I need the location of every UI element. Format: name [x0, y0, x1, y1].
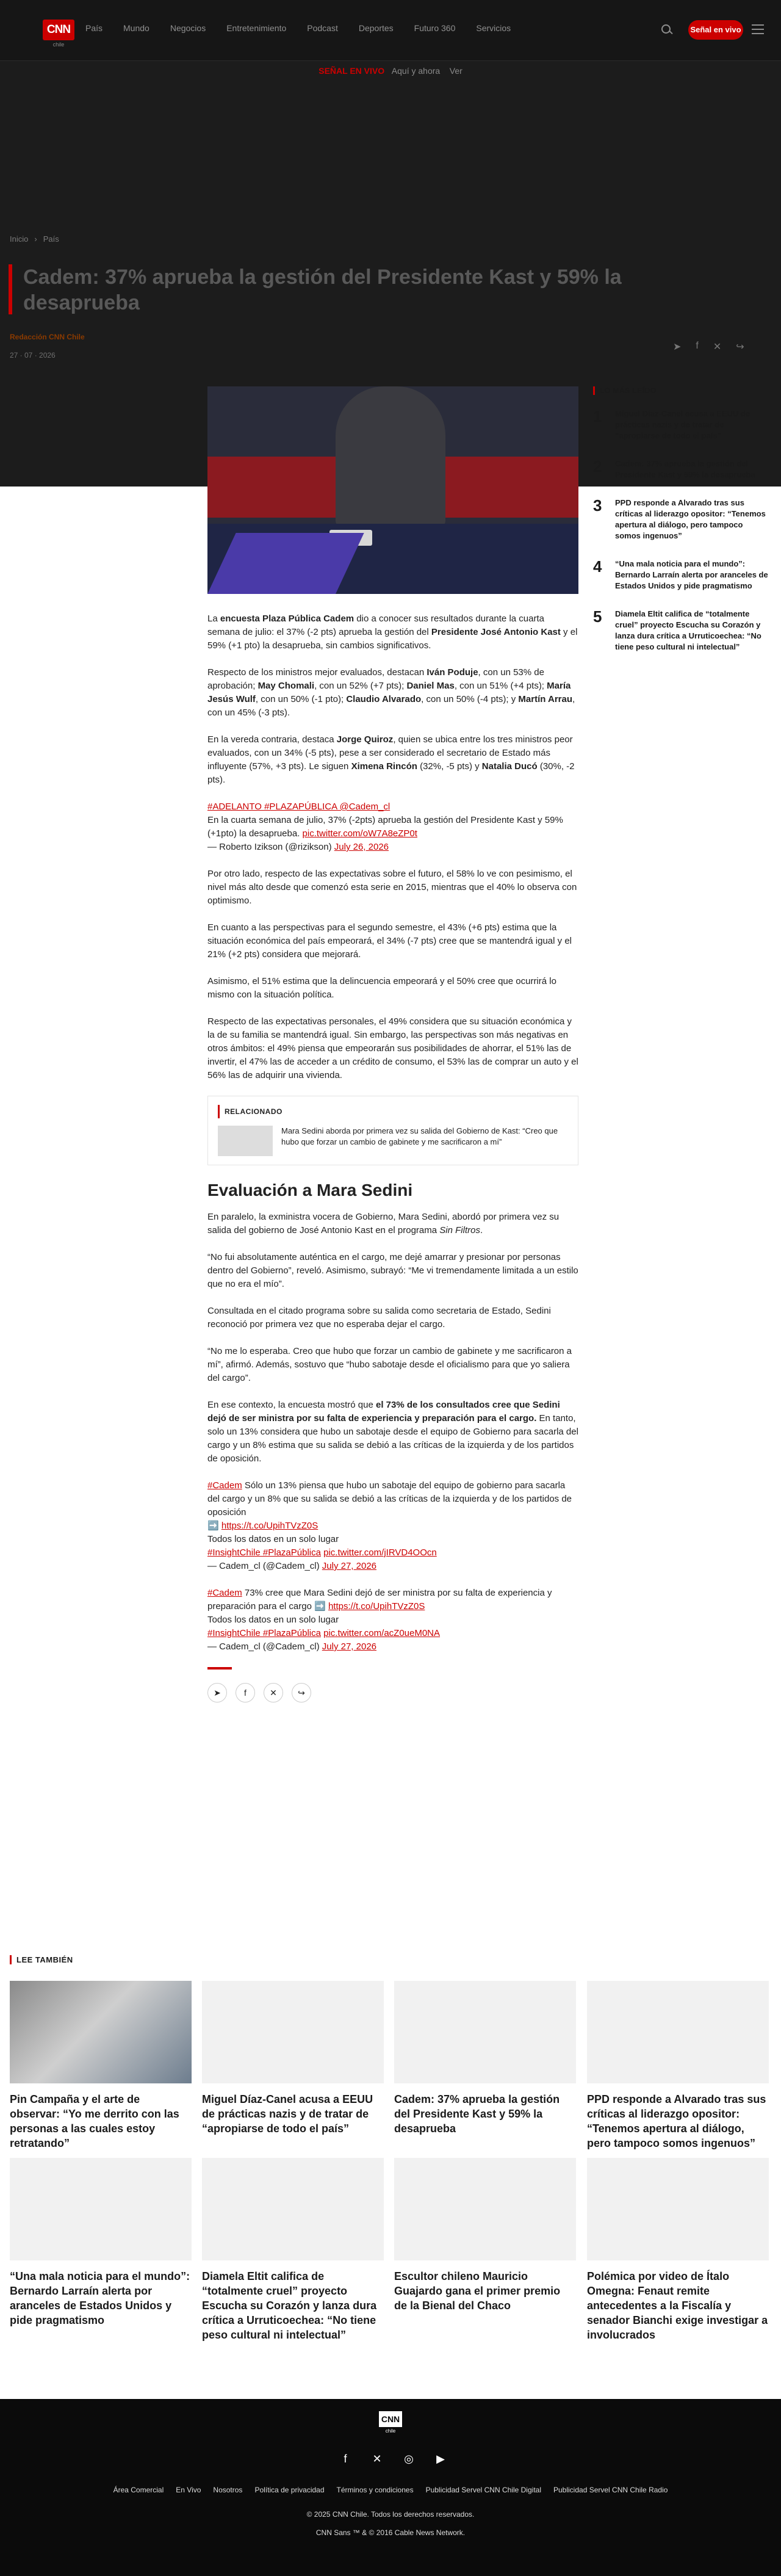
tweet-embed [207, 1479, 578, 1573]
tweet-hashtag[interactable]: #Cadem [207, 1480, 242, 1491]
story-card[interactable] [202, 2158, 384, 2342]
tweet-author: — Cadem_cl (@Cadem_cl) July 27, 2026 [207, 1641, 377, 1652]
story-card[interactable] [587, 2158, 769, 2342]
tweet-link[interactable]: https://t.co/UpihTVzZ0S [221, 1521, 319, 1531]
telegram-share-icon[interactable]: ➤ [673, 342, 682, 352]
related-label: RELACIONADO [218, 1105, 568, 1118]
x-share-icon[interactable]: ✕ [713, 342, 722, 352]
story-thumbnail[interactable] [394, 1981, 576, 2083]
tweet-author: — Roberto Izikson (@rizikson) July 26, 2026 [207, 842, 389, 852]
footer-links [0, 2486, 781, 2494]
story-card[interactable] [587, 1981, 769, 2151]
tweet-hashtags[interactable]: #ADELANTO #PLAZAPÚBLICA @Cadem_cl [207, 801, 390, 812]
footer-link[interactable]: En Vivo [176, 2486, 201, 2494]
facebook-icon[interactable]: f [344, 2453, 347, 2465]
article-body [207, 612, 578, 1702]
tweet-hashtags[interactable]: #InsightChile #PlazaPública [207, 1547, 321, 1558]
tweet-tags-line [207, 1627, 578, 1640]
paragraph: La encuesta Plaza Pública Cadem dio a conocer sus resultados durante la cuarta semana de julio: el 37% (-2 pts) aprueba la gestión del Presidente José Antonio Kast y el 59% (+1 pto) la desaprueba, sin cambios significativos. [207, 613, 578, 651]
nav-item-servicios[interactable]: Servicios [476, 23, 511, 33]
footer-link[interactable]: Política de privacidad [254, 2486, 325, 2494]
tweet-link[interactable]: https://t.co/UpihTVzZ0S [328, 1601, 425, 1612]
tweet-hashtag[interactable]: #Cadem [207, 1588, 242, 1598]
tweet-tags-line [207, 1546, 578, 1560]
title-accent-bar [9, 264, 12, 314]
footer-link[interactable]: Nosotros [213, 2486, 243, 2494]
hamburger-menu-icon[interactable] [752, 24, 764, 34]
footer-link[interactable]: Publicidad Servel CNN Chile Radio [553, 2486, 668, 2494]
tweet-pic-link[interactable]: pic.twitter.com/acZ0ueM0NA [323, 1628, 441, 1638]
tweet-pic-link[interactable]: pic.twitter.com/jIRVD4OOcn [323, 1547, 437, 1558]
breadcrumb-separator: › [34, 234, 37, 244]
paragraph: “No me lo esperaba. Creo que hubo que forzar un cambio de gabinete y me sacrificaron a mí”, afirmó. Además, sostuvo que “hubo sabotaje desde el oficialismo para que yo saliera del cargo”. [207, 1346, 572, 1383]
tweet-text: #Cadem 73% cree que Mara Sedini dejó de ser ministra por su falta de experiencia y preparación para el cargo ➡️ https://t.co/UpihTVzZ0S [207, 1588, 552, 1612]
breadcrumb [10, 234, 59, 244]
sidebar-item[interactable]: 4 “Una mala noticia para el mundo”: Bernardo Larraín alerta por aranceles de Estados Unidos y pide pragmatismo [593, 557, 768, 590]
paragraph: Respecto de las expectativas personales, el 49% considera que su situación económica y la de su familia se mantendrá igual. Sin embargo, las perspectivas son más negativas en otros ámbitos: el 49% piensa que empeorarán sus posibilidades de ahorrar, el 51% las de invertir, el 47% las de acceder a un crédito de consumo, el 53% las de comprar un auto y el 56% las de adquirir una vivienda. [207, 1016, 578, 1080]
story-card[interactable] [394, 1981, 576, 2136]
tweet-embed [207, 800, 578, 854]
section-heading: Evaluación a Mara Sedini [207, 1181, 413, 1199]
story-title[interactable]: Diamela Eltit califica de “totalmente cruel” proyecto Escucha su Corazón y lanza dura crítica a Urruticoechea: “No tiene peso cultural ni intelectual” [202, 2270, 377, 2341]
nav-item-negocios[interactable]: Negocios [170, 23, 206, 33]
nav-item-deportes[interactable]: Deportes [358, 23, 394, 33]
breadcrumb-home[interactable]: Inicio [10, 234, 29, 244]
most-read-sidebar [593, 386, 770, 670]
forward-share-icon[interactable]: ↪ [292, 1683, 311, 1702]
paragraph: Por otro lado, respecto de las expectativas sobre el futuro, el 58% lo ve con pesimismo, el nivel más alto desde que comenzó esta serie en 2015, mientras que el 40% lo observa con optimismo. [207, 869, 577, 906]
site-header [0, 0, 781, 61]
lee-tambien-heading: LEE TAMBIÉN [10, 1955, 73, 1964]
forward-share-icon[interactable]: ↪ [736, 342, 744, 352]
youtube-icon[interactable]: ▶ [436, 2453, 445, 2465]
story-card[interactable] [202, 1981, 384, 2136]
paragraph: En ese contexto, la encuesta mostró que el 73% de los consultados cree que Sedini dejó de ser ministra por su falta de experiencia y preparación para el cargo. En tanto, solo un 13% considera que hubo un sabotaje desde el equipo de Gobierno para sacarla del cargo y un 8% estima que su salida se debió a las críticas de la izquierda y de los partidos de oposición. [207, 1400, 578, 1464]
live-signal-button[interactable]: Señal en vivo [688, 20, 743, 40]
story-thumbnail[interactable] [587, 1981, 769, 2083]
tweet-pic-link[interactable]: pic.twitter.com/oW7A8eZP0t [302, 828, 417, 839]
telegram-share-icon[interactable]: ➤ [207, 1683, 227, 1702]
article-date: 27 · 07 · 2026 [10, 351, 56, 360]
share-bar-bottom [207, 1683, 578, 1702]
paragraph: Consultada en el citado programa sobre su salida como secretaria de Estado, Sedini reconoció por primera vez que no esperaba dejar el cargo. [207, 1306, 551, 1330]
paragraph: Asimismo, el 51% estima que la delincuencia empeorará y el 50% cree que ocurrirá lo mismo con la situación política. [207, 976, 556, 1000]
story-card[interactable] [10, 1981, 192, 2151]
nav-item-futuro-360[interactable]: Futuro 360 [414, 23, 456, 33]
story-title[interactable]: Cadem: 37% aprueba la gestión del Presidente Kast y 59% la desaprueba [394, 2093, 560, 2135]
instagram-icon[interactable]: ◎ [404, 2453, 414, 2465]
sidebar-item[interactable]: 1 Miguel Díaz-Canel acusa a EEUU de prácticas nazis y de tratar de “apropiarse de todo el país” [593, 407, 750, 440]
footer-font-credit: CNN Sans ™ & © 2016 Cable News Network. [315, 2528, 466, 2537]
tweet-date-link[interactable]: July 27, 2026 [322, 1561, 377, 1571]
story-card[interactable] [10, 2158, 192, 2328]
story-title[interactable]: Escultor chileno Mauricio Guajardo gana el primer premio de la Bienal del Chaco [394, 2270, 561, 2312]
story-title[interactable]: Polémica por video de Ítalo Omegna: Fenaut remite antecedentes a la Fiscalía y senador Bianchi exige investigar a involucrados [587, 2270, 768, 2341]
story-title[interactable]: Miguel Díaz-Canel acusa a EEUU de prácticas nazis y de tratar de “apropiarse de todo el país” [202, 2093, 373, 2135]
footer-link[interactable]: Área Comercial [113, 2486, 164, 2494]
nav-item-mundo[interactable]: Mundo [123, 23, 149, 33]
tweet-hashtags[interactable]: #InsightChile #PlazaPública [207, 1628, 321, 1638]
cnn-logo[interactable]: CNN [43, 20, 74, 40]
story-card[interactable] [394, 2158, 576, 2313]
social-links [339, 2453, 447, 2466]
sidebar-item[interactable]: 3 PPD responde a Alvarado tras sus críticas al liderazgo opositor: “Tenemos apertura al diálogo, pero tampoco somos ingenuos” [593, 496, 766, 540]
divider [207, 1667, 232, 1670]
paragraph: En la vereda contraria, destaca Jorge Quiroz, quien se ubica entre los tres ministros peor evaluados, con un 34% (-5 pts), pese a ser considerado el secretario de Estado más influyente (57%, +3 pts). Le siguen Ximena Rincón (32%, -5 pts) y Natalia Ducó (30%, -2 pts). [207, 734, 575, 785]
share-bar-top [673, 341, 744, 353]
facebook-share-icon[interactable]: f [236, 1683, 255, 1702]
tweet-line: Todos los datos en un solo lugar [207, 1615, 339, 1625]
nav-item-entretenimiento[interactable]: Entretenimiento [226, 23, 287, 33]
story-thumbnail[interactable] [202, 2158, 384, 2260]
story-thumbnail[interactable] [10, 2158, 192, 2260]
story-title[interactable]: Pin Campaña y el arte de observar: “Yo me derrito con las personas a las cuales estoy retratando” [10, 2093, 179, 2149]
related-thumbnail[interactable] [218, 1126, 273, 1156]
live-ticker[interactable] [0, 66, 781, 76]
tweet-date-link[interactable]: July 27, 2026 [322, 1641, 377, 1652]
footer-link[interactable]: Publicidad Servel CNN Chile Digital [425, 2486, 541, 2494]
ticker-more[interactable]: Ver [449, 66, 462, 76]
nav-item-pais[interactable]: País [85, 23, 103, 33]
paragraph: En paralelo, la exministra vocera de Gobierno, Mara Sedini, abordó por primera vez su salida del gobierno de José Antonio Kast en el programa Sin Filtros. [207, 1212, 560, 1236]
footer-logo[interactable]: CNN [379, 2411, 402, 2427]
tweet-link-line: ➡️ https://t.co/UpihTVzZ0S [207, 1521, 319, 1531]
tweet-embed [207, 1586, 578, 1654]
sidebar-item[interactable]: 5 Diamela Eltit califica de “totalmente cruel” proyecto Escucha su Corazón y lanza dura crítica a Urruticoechea: “No tiene peso cultural ni intelectual” [593, 607, 761, 651]
story-thumbnail[interactable] [10, 1981, 192, 2083]
footer-link[interactable]: Términos y condiciones [336, 2486, 414, 2494]
story-thumbnail[interactable] [587, 2158, 769, 2260]
breadcrumb-section[interactable]: País [43, 234, 59, 244]
story-title[interactable]: “Una mala noticia para el mundo”: Bernardo Larraín alerta por aranceles de Estados Unidos y pide pragmatismo [10, 2270, 190, 2326]
hero-image [207, 386, 578, 594]
paragraph: “No fui absolutamente auténtica en el cargo, me dejé amarrar y presionar por personas dentro del Gobierno”, reveló. Asimismo, subrayó: “Me vi tremendamente limitada a un estilo que no era el mío”. [207, 1252, 578, 1289]
logo-subtitle: chile [52, 42, 65, 48]
paragraph: Respecto de los ministros mejor evaluados, destacan Iván Poduje, con un 53% de aprobación; May Chomali, con un 52% (+7 pts); Daniel Mas, con un 51% (+4 pts); María Jesús Wulf, con un 50% (-1 pto); Claudio Alvarado, con un 50% (-4 pts); y Martín Arrau, con un 45% (-3 pts). [207, 667, 575, 718]
page-title: Cadem: 37% aprueba la gestión del Presidente Kast y 59% la desaprueba [23, 266, 622, 314]
ticker-text: Aquí y ahora [391, 66, 441, 76]
tweet-text: #Cadem Sólo un 13% piensa que hubo un sabotaje del equipo de gobierno para sacarla del cargo y un 8% que su salida se debió a las críticas de la izquierda y de los partidos de oposición [207, 1480, 572, 1518]
story-title[interactable]: PPD responde a Alvarado tras sus críticas al liderazgo opositor: “Tenemos apertura al diálogo, pero tampoco somos ingenuos” [587, 2093, 766, 2149]
x-icon[interactable]: ✕ [372, 2453, 382, 2465]
facebook-share-icon[interactable]: f [696, 341, 699, 351]
tweet-author: — Cadem_cl (@Cadem_cl) July 27, 2026 [207, 1561, 377, 1571]
tweet-text: En la cuarta semana de julio, 37% (-2pts) aprueba la gestión del Presidente Kast y 59% (+1pto) la desaprueba. pic.twitter.com/oW7A8eZP0t [207, 815, 563, 839]
sidebar-heading: LO MÁS LEÍDO [593, 386, 770, 395]
main-nav [85, 23, 511, 33]
nav-item-podcast[interactable]: Podcast [307, 23, 338, 33]
sidebar-item[interactable]: 2 Cadem: 37% aprueba la gestión del Presidente Kast y 59% la desaprueba [593, 457, 755, 479]
related-article-box[interactable] [207, 1096, 578, 1165]
tweet-line: Todos los datos en un solo lugar [207, 1534, 339, 1544]
footer-logo-subtitle: chile [385, 2428, 396, 2434]
story-thumbnail[interactable] [394, 2158, 576, 2260]
footer-copyright: © 2025 CNN Chile. Todos los derechos reservados. [306, 2510, 475, 2519]
story-thumbnail[interactable] [202, 1981, 384, 2083]
article-byline[interactable]: Redacción CNN Chile [10, 333, 85, 341]
tweet-date-link[interactable]: July 26, 2026 [334, 842, 389, 852]
site-footer [0, 2399, 781, 2576]
ticker-live-label: SEÑAL EN VIVO [319, 66, 385, 76]
search-icon[interactable] [660, 23, 674, 37]
paragraph: En cuanto a las perspectivas para el segundo semestre, el 43% (+6 pts) estima que la situación económica del país empeorará, el 34% (-7 pts) cree que se mantendrá igual y el 21% (+2 pts) considera que mejorará. [207, 922, 572, 960]
x-share-icon[interactable]: ✕ [264, 1683, 283, 1702]
related-title[interactable]: Mara Sedini aborda por primera vez su salida del Gobierno de Kast: “Creo que hubo que forzar un cambio de gabinete y me sacrificaron a mí” [281, 1126, 558, 1146]
